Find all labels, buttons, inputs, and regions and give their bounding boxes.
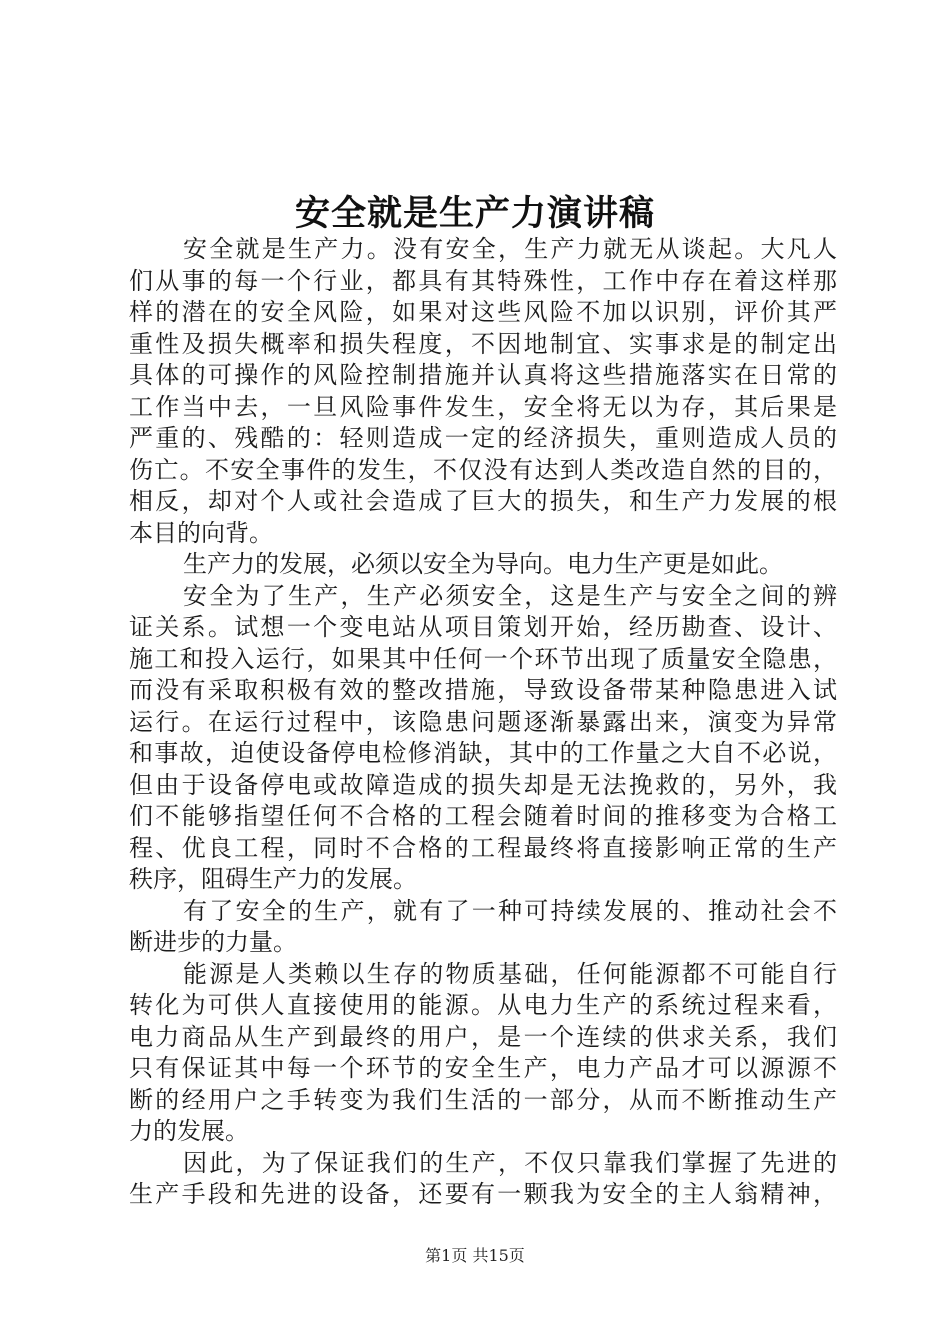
text-line: 相反，却对个人或社会造成了巨大的损失，和生产力发展的根 xyxy=(129,487,837,515)
text-line: 生产力的发展，必须以安全为导向。电力生产更是如此。 xyxy=(183,550,783,578)
text-line: 施工和投入运行，如果其中任何一个环节出现了质量安全隐患， xyxy=(129,644,837,673)
text-line: 安全就是生产力。没有安全，生产力就无从谈起。大凡人 xyxy=(183,235,837,263)
text-line: 伤亡。不安全事件的发生，不仅没有达到人类改造自然的目的， xyxy=(129,455,837,484)
text-line: 工作当中去，一旦风险事件发生，安全将无以为存，其后果是 xyxy=(129,392,837,421)
text-line: 能源是人类赖以生存的物质基础，任何能源都不可能自行 xyxy=(183,959,837,988)
document-title: 安全就是生产力演讲稿 xyxy=(294,193,655,234)
text-line: 样的潜在的安全风险，如果对这些风险不加以识别，评价其严 xyxy=(129,298,837,326)
text-line: 具体的可操作的风险控制措施并认真将这些措施落实在日常的 xyxy=(129,361,837,389)
page-number-footer: 第1页 共15页 xyxy=(425,1246,525,1265)
text-line: 但由于设备停电或故障造成的损失却是无法挽救的，另外，我 xyxy=(129,770,837,799)
text-line: 秩序，阻碍生产力的发展。 xyxy=(129,865,417,893)
text-line: 本目的向背。 xyxy=(129,518,273,547)
text-line: 运行。在运行过程中，该隐患问题逐渐暴露出来，演变为异常 xyxy=(129,707,837,736)
text-line: 断进步的力量。 xyxy=(129,928,297,956)
text-line: 而没有采取积极有效的整改措施，导致设备带某种隐患进入试 xyxy=(129,676,837,704)
text-line: 们不能够指望任何不合格的工程会随着时间的推移变为合格工 xyxy=(129,802,837,830)
text-line: 只有保证其中每一个环节的安全生产，电力产品才可以源源不 xyxy=(129,1054,837,1082)
text-line: 证关系。试想一个变电站从项目策划开始，经历勘查、设计、 xyxy=(129,613,837,641)
text-line: 力的发展。 xyxy=(129,1117,249,1145)
text-line: 因此，为了保证我们的生产，不仅只靠我们掌握了先进的 xyxy=(183,1148,837,1177)
text-line: 和事故，迫使设备停电检修消缺，其中的工作量之大自不必说， xyxy=(129,739,837,767)
text-line: 转化为可供人直接使用的能源。从电力生产的系统过程来看， xyxy=(129,991,837,1019)
text-line: 电力商品从生产到最终的用户，是一个连续的供求关系，我们 xyxy=(129,1022,837,1051)
text-line: 断的经用户之手转变为我们生活的一部分，从而不断推动生产 xyxy=(129,1085,837,1114)
text-line: 安全为了生产，生产必须安全，这是生产与安全之间的辨 xyxy=(183,581,837,610)
text-line: 程、优良工程，同时不合格的工程最终将直接影响正常的生产 xyxy=(129,833,837,862)
text-line: 生产手段和先进的设备，还要有一颗我为安全的主人翁精神， xyxy=(129,1180,837,1208)
text-line: 们从事的每一个行业，都具有其特殊性，工作中存在着这样那 xyxy=(129,266,837,295)
text-line: 重性及损失概率和损失程度，不因地制宜、实事求是的制定出 xyxy=(129,329,837,358)
text-line: 有了安全的生产，就有了一种可持续发展的、推动社会不 xyxy=(183,896,837,925)
text-line: 严重的、残酷的：轻则造成一定的经济损失，重则造成人员的 xyxy=(129,424,837,452)
document-body xyxy=(129,234,837,1211)
